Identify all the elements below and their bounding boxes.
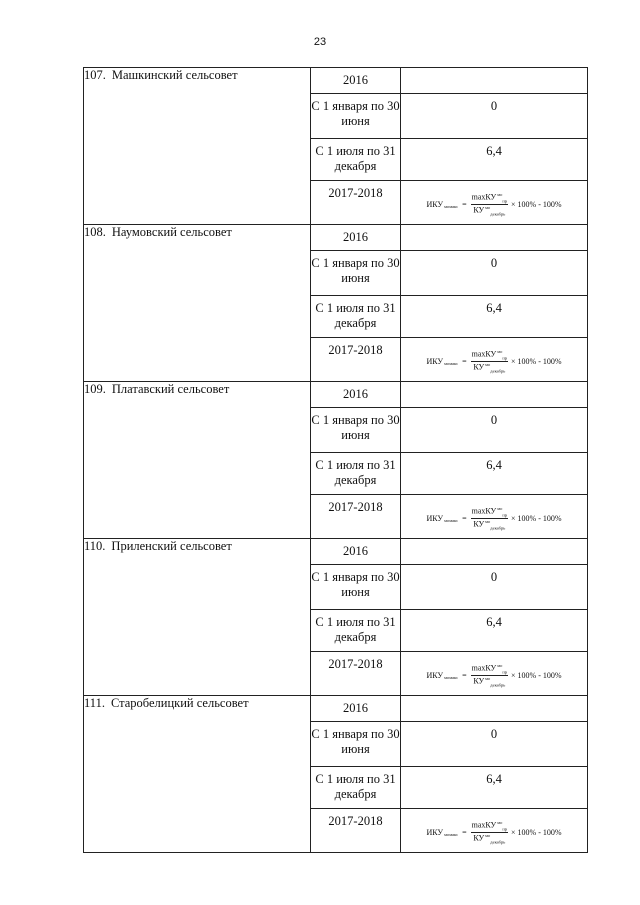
row-number: 111. [84, 696, 105, 710]
formula-fraction [471, 663, 508, 687]
formula-num-sup: мо [497, 506, 503, 512]
value-cell: 0 [401, 722, 588, 767]
municipality-cell [84, 696, 311, 853]
formula-lhs-sup: мо [444, 674, 450, 680]
value-cell: 0 [401, 565, 588, 610]
table-row [84, 382, 588, 408]
formula-cell [401, 652, 588, 696]
table-row [84, 539, 588, 565]
period-cell: 2017-2018 [311, 809, 401, 853]
formula-num-sup: мо [497, 663, 503, 669]
index-formula [405, 506, 583, 530]
formula-den-sub: декабрь [490, 524, 506, 530]
formula-den-sup: мо [485, 832, 491, 838]
municipality-name: Машкинский сельсовет [111, 68, 238, 82]
year-cell: 2016 [311, 68, 401, 94]
municipality-cell [84, 68, 311, 225]
period-cell: 2017-2018 [311, 495, 401, 539]
formula-tail: × 100% - 100% [511, 827, 562, 837]
formula-denominator: КУ [473, 205, 485, 215]
formula-lhs-sub: макс [449, 674, 459, 680]
table-row [84, 225, 588, 251]
table-row [84, 68, 588, 94]
value-cell: 0 [401, 251, 588, 296]
formula-lhs-sup: мо [444, 517, 450, 523]
formula-num-sub: пр [502, 826, 508, 832]
formula-denominator: КУ [473, 676, 485, 686]
formula-fraction [471, 349, 508, 373]
formula-lhs-sup: мо [444, 203, 450, 209]
period-cell: С 1 июля по 31 декабря [311, 453, 401, 495]
year-cell: 2016 [311, 225, 401, 251]
formula-den-sub: декабрь [490, 210, 506, 216]
value-cell: 6,4 [401, 453, 588, 495]
municipality-cell [84, 382, 311, 539]
formula-lhs: ИКУ [426, 513, 444, 523]
municipality-cell [84, 539, 311, 696]
formula-lhs: ИКУ [426, 356, 444, 366]
value-cell: 0 [401, 94, 588, 139]
period-cell: 2017-2018 [311, 338, 401, 382]
formula-num-sup: мо [497, 349, 503, 355]
formula-numerator: maxКУ [471, 349, 497, 359]
formula-denominator: КУ [473, 833, 485, 843]
period-cell: 2017-2018 [311, 181, 401, 225]
tariff-table-body [84, 68, 588, 853]
value-cell: 6,4 [401, 296, 588, 338]
empty-value-cell [401, 225, 588, 251]
municipality-name: Наумовский сельсовет [111, 225, 232, 239]
row-number: 108. [84, 225, 106, 239]
empty-value-cell [401, 539, 588, 565]
year-cell: 2016 [311, 539, 401, 565]
formula-denominator: КУ [473, 519, 485, 529]
formula-den-sub: декабрь [490, 367, 506, 373]
year-cell: 2016 [311, 382, 401, 408]
formula-lhs: ИКУ [426, 199, 444, 209]
period-cell: С 1 июля по 31 декабря [311, 767, 401, 809]
municipality-cell [84, 225, 311, 382]
formula-den-sup: мо [485, 675, 491, 681]
formula-cell [401, 338, 588, 382]
formula-lhs-sup: мо [444, 831, 450, 837]
formula-tail: × 100% - 100% [511, 199, 562, 209]
empty-value-cell [401, 382, 588, 408]
formula-lhs-sub: макс [449, 203, 459, 209]
formula-lhs-sub: макс [449, 517, 459, 523]
period-cell: С 1 июля по 31 декабря [311, 139, 401, 181]
index-formula [405, 349, 583, 373]
row-number: 110. [84, 539, 106, 553]
formula-equals: = [462, 356, 467, 366]
formula-den-sub: декабрь [490, 838, 506, 844]
table-row [84, 696, 588, 722]
formula-num-sup: мо [497, 192, 503, 198]
formula-fraction [471, 192, 508, 216]
formula-cell [401, 809, 588, 853]
formula-lhs: ИКУ [426, 827, 444, 837]
formula-numerator: maxКУ [471, 663, 497, 673]
year-cell: 2016 [311, 696, 401, 722]
period-cell: С 1 января по 30 июня [311, 408, 401, 453]
index-formula [405, 192, 583, 216]
row-number: 107. [84, 68, 106, 82]
empty-value-cell [401, 696, 588, 722]
formula-equals: = [462, 513, 467, 523]
formula-lhs-sub: макс [449, 831, 459, 837]
empty-value-cell [401, 68, 588, 94]
index-formula [405, 663, 583, 687]
period-cell: С 1 января по 30 июня [311, 94, 401, 139]
formula-num-sub: пр [502, 198, 508, 204]
formula-numerator: maxКУ [471, 192, 497, 202]
formula-numerator: maxКУ [471, 506, 497, 516]
formula-den-sub: декабрь [490, 681, 506, 687]
value-cell: 0 [401, 408, 588, 453]
formula-tail: × 100% - 100% [511, 513, 562, 523]
formula-tail: × 100% - 100% [511, 356, 562, 366]
municipality-name: Приленский сельсовет [111, 539, 232, 553]
formula-cell [401, 495, 588, 539]
formula-tail: × 100% - 100% [511, 670, 562, 680]
formula-cell [401, 181, 588, 225]
page-number: 23 [313, 36, 327, 48]
formula-numerator: maxКУ [471, 820, 497, 830]
row-number: 109. [84, 382, 106, 396]
period-cell: С 1 января по 30 июня [311, 251, 401, 296]
period-cell: С 1 января по 30 июня [311, 722, 401, 767]
period-cell: С 1 января по 30 июня [311, 565, 401, 610]
formula-num-sub: пр [502, 355, 508, 361]
municipality-name: Старобелицкий сельсовет [110, 696, 249, 710]
period-cell: С 1 июля по 31 декабря [311, 610, 401, 652]
period-cell: С 1 июля по 31 декабря [311, 296, 401, 338]
formula-equals: = [462, 670, 467, 680]
tariff-table [83, 67, 588, 853]
formula-den-sup: мо [485, 361, 491, 367]
formula-num-sup: мо [497, 820, 503, 826]
period-cell: 2017-2018 [311, 652, 401, 696]
formula-den-sup: мо [485, 518, 491, 524]
value-cell: 6,4 [401, 767, 588, 809]
formula-fraction [471, 506, 508, 530]
index-formula [405, 820, 583, 844]
value-cell: 6,4 [401, 139, 588, 181]
formula-lhs: ИКУ [426, 670, 444, 680]
formula-fraction [471, 820, 508, 844]
formula-lhs-sup: мо [444, 360, 450, 366]
formula-lhs-sub: макс [449, 360, 459, 366]
formula-denominator: КУ [473, 362, 485, 372]
formula-num-sub: пр [502, 512, 508, 518]
municipality-name: Платавский сельсовет [111, 382, 230, 396]
formula-equals: = [462, 199, 467, 209]
formula-equals: = [462, 827, 467, 837]
formula-num-sub: пр [502, 669, 508, 675]
formula-den-sup: мо [485, 204, 491, 210]
value-cell: 6,4 [401, 610, 588, 652]
